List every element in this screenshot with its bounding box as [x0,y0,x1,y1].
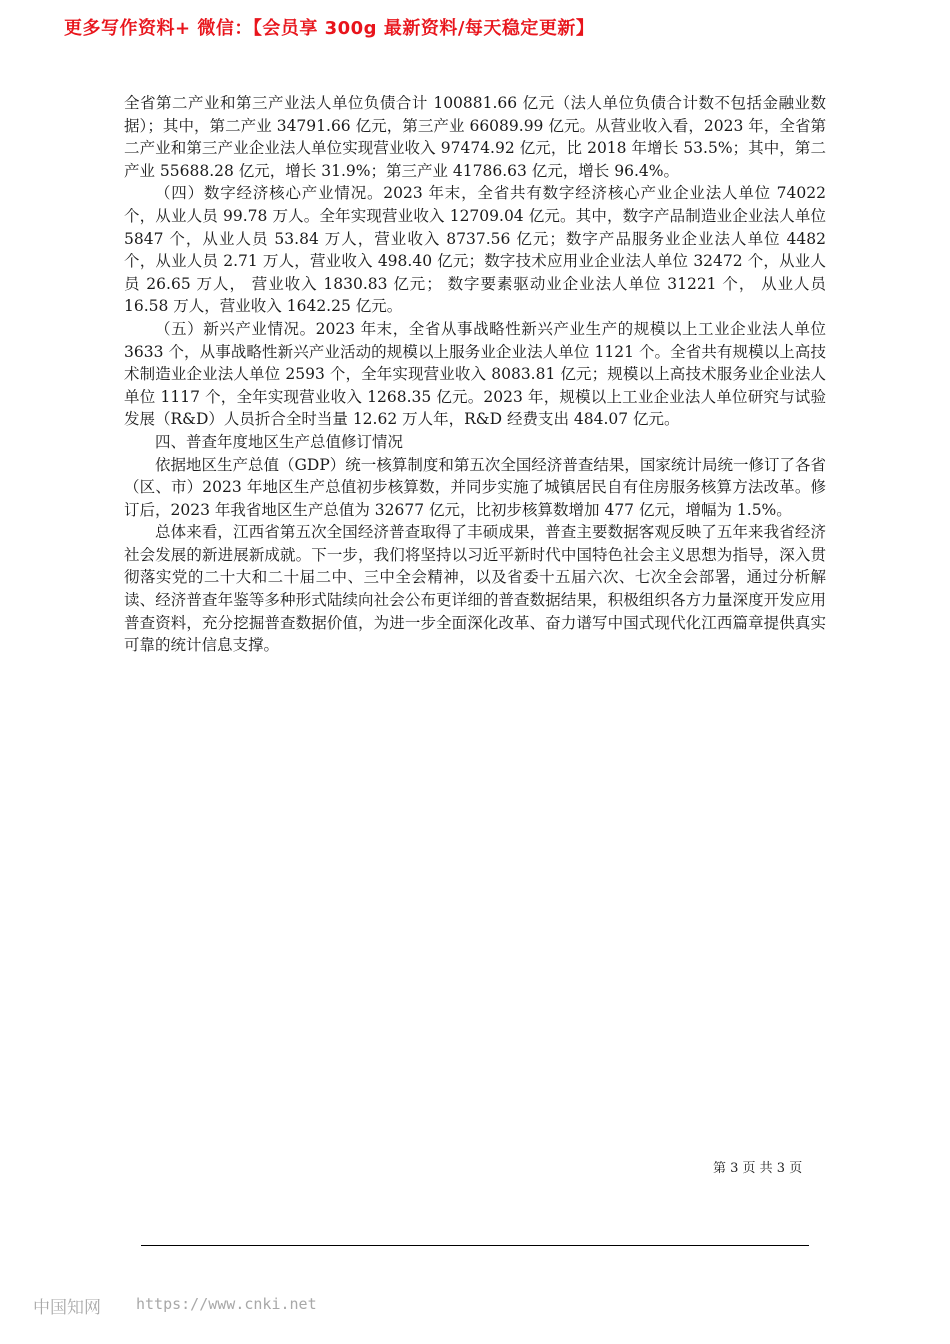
page-number: 第 3 页 共 3 页 [713,1161,803,1176]
document-body [124,92,826,657]
cnki-logo: 中国知网 [33,1298,101,1318]
paragraph-emerging-industries: （五）新兴产业情况。2023 年末，全省从事战略性新兴产业生产的规模以上工业企业法人单位 3633 个，从事战略性新兴产业活动的规模以上服务业企业法人单位 1121 个。全省共有规模以上高技术制造业企业法人单位 2593 个，全年实现营业收入 8083.81 亿元；规模以上高技术服务业企业法人单位 1117 个，全年实现营业收入 1268.35 亿元。2023 年，规模以上工业企业法人单位研究与试验发展（R&D）人员折合全时当量 12.62 万人年，R&D 经费支出 484.07 亿元。 [124,319,826,429]
section-heading-gdp-revision: 四、普查年度地区生产总值修订情况 [155,432,404,451]
promo-banner: 更多写作资料+ 微信：【会员享 300g 最新资料/每天稳定更新】 [64,18,595,39]
paragraph-conclusion: 总体来看，江西省第五次全国经济普查取得了丰硕成果，普查主要数据客观反映了五年来我省经济社会发展的新进展新成就。下一步，我们将坚持以习近平新时代中国特色社会主义思想为指导，深入贯彻落实党的二十大和二十届二中、三中全会精神，以及省委十五届六次、七次全会部署，通过分析解读、经济普查年鉴等多种形式陆续向社会公布更详细的普查数据结果，积极组织各方力量深度开发应用普查资料，充分挖掘普查数据价值，为进一步全面深化改革、奋力谱写中国式现代化江西篇章提供真实可靠的统计信息支撑。 [124,523,826,655]
cnki-url-link[interactable]: https://www.cnki.net [136,1295,317,1313]
paragraph-gdp-revision: 依据地区生产总值（GDP）统一核算制度和第五次全国经济普查结果，国家统计局统一修订了各省（区、市）2023 年地区生产总值初步核算数，并同步实施了城镇居民自有住房服务核算方法改革。修订后，2023 年我省地区生产总值为 32677 亿元，比初步核算数增加 477 亿元，增幅为 1.5%。 [124,455,826,519]
footer-divider [141,1245,809,1246]
paragraph-liabilities-revenue: 全省第二产业和第三产业法人单位负债合计 100881.66 亿元（法人单位负债合计数不包括金融业数据）；其中，第二产业 34791.66 亿元，第三产业 66089.99 亿元。从营业收入看，2023 年，全省第二产业和第三产业企业法人单位实现营业收入 97474.92 亿元，比 2018 年增长 53.5%；其中，第二产业 55688.28 亿元，增长 31.9%；第三产业 41786.63 亿元，增长 96.4%。 [124,94,826,180]
paragraph-digital-economy: （四）数字经济核心产业情况。2023 年末，全省共有数字经济核心产业企业法人单位 74022 个，从业人员 99.78 万人。全年实现营业收入 12709.04 亿元。其中，数字产品制造业企业法人单位 5847 个，从业人员 53.84 万人，营业收入 8737.56 亿元；数字产品服务业企业法人单位 4482 个，从业人员 2.71 万人，营业收入 498.40 亿元；数字技术应用业企业法人单位 32472 个，从业人员 26.65 万人， 营业收入 1830.83 亿元； 数字要素驱动业企业法人单位 31221 个， 从业人员 16.58 万人，营业收入 1642.25 亿元。 [124,184,826,316]
